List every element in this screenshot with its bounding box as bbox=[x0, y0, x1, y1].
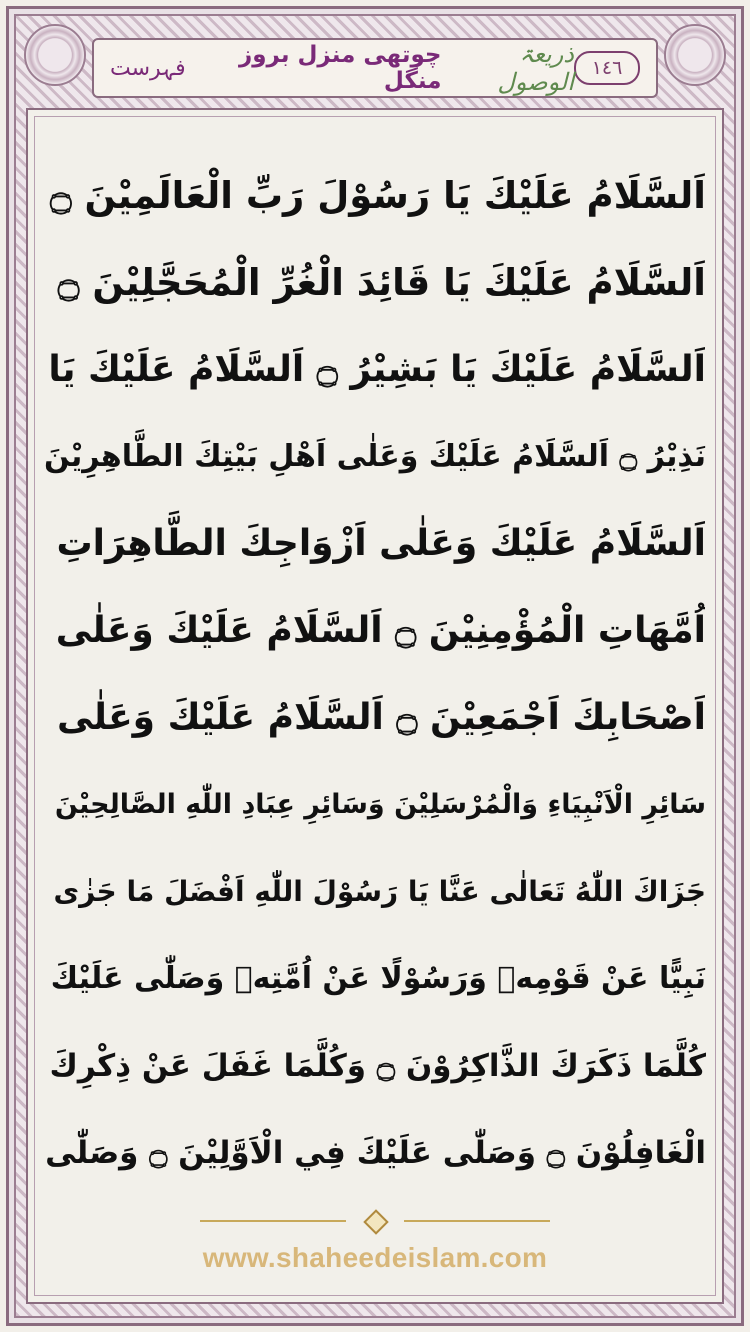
text-line-11: كُلَّمَا ذَكَرَكَ الذَّاكِرُوْنَ ۝ وَكُلَّمَا غَفَلَ عَنْ ذِكْرِكَ bbox=[49, 1047, 706, 1084]
book-title: ذریعۃ الوصول bbox=[497, 40, 574, 96]
chapter-title: چوتھی منزل بروز منگل bbox=[238, 42, 442, 94]
text-line-6: اُمَّهَاتِ الْمُؤْمِنِيْنَ ۝ اَلسَّلَامُ عَلَيْكَ وَعَلٰى bbox=[55, 610, 706, 651]
text-line-12: الْغَافِلُوْنَ ۝ وَصَلّٰى عَلَيْكَ فِي الْاَوَّلِيْنَ ۝ وَصَلّٰى bbox=[45, 1134, 706, 1171]
text-line-10: نَبِيًّا عَنْ قَوْمِهٖ وَرَسُوْلًا عَنْ اُمَّتِهٖ وَصَلّٰى عَلَيْكَ bbox=[50, 961, 706, 996]
text-line-1: اَلسَّلَامُ عَلَيْكَ يَا رَسُوْلَ رَبِّ الْعَالَمِيْنَ ۝ bbox=[49, 174, 706, 217]
corner-ornament-right-icon bbox=[664, 24, 726, 86]
diamond-ornament-icon bbox=[354, 1212, 396, 1230]
text-line-2: اَلسَّلَامُ عَلَيْكَ يَا قَائِدَ الْغُرِّ الْمُحَجَّلِيْنَ ۝ bbox=[57, 261, 706, 304]
page-number-badge: ١٤٦ bbox=[574, 51, 640, 85]
arabic-text-body bbox=[44, 152, 706, 1196]
index-link[interactable]: فہرست bbox=[110, 55, 186, 81]
corner-ornament-left-icon bbox=[24, 24, 86, 86]
text-line-3: اَلسَّلَامُ عَلَيْكَ يَا بَشِيْرُ ۝ اَلسَّلَامُ عَلَيْكَ يَا bbox=[48, 349, 706, 390]
divider-rule-right bbox=[404, 1220, 550, 1222]
text-line-8: سَائِرِ الْاَنْبِيَاءِ وَالْمُرْسَلِيْنَ وَسَائِرِ عِبَادِ اللّٰهِ الصَّالِحِيْنَ bbox=[54, 789, 706, 820]
page-header bbox=[92, 38, 658, 98]
website-link[interactable]: www.shaheedeislam.com bbox=[202, 1242, 548, 1273]
text-line-5: اَلسَّلَامُ عَلَيْكَ وَعَلٰى اَزْوَاجِكَ الطَّاهِرَاتِ bbox=[56, 523, 706, 564]
text-line-4: نَذِيْرُ ۝ اَلسَّلَامُ عَلَيْكَ وَعَلٰى اَهْلِ بَيْتِكَ الطَّاهِرِيْنَ bbox=[44, 439, 706, 474]
text-line-7: اَصْحَابِكَ اَجْمَعِيْنَ ۝ اَلسَّلَامُ عَلَيْكَ وَعَلٰى bbox=[56, 697, 706, 738]
divider-rule-left bbox=[200, 1220, 346, 1222]
footer-divider bbox=[200, 1206, 550, 1236]
text-line-9: جَزَاكَ اللّٰهُ تَعَالٰى عَنَّا يَا رَسُوْلَ اللّٰهِ اَفْضَلَ مَا جَزٰى bbox=[53, 875, 706, 908]
